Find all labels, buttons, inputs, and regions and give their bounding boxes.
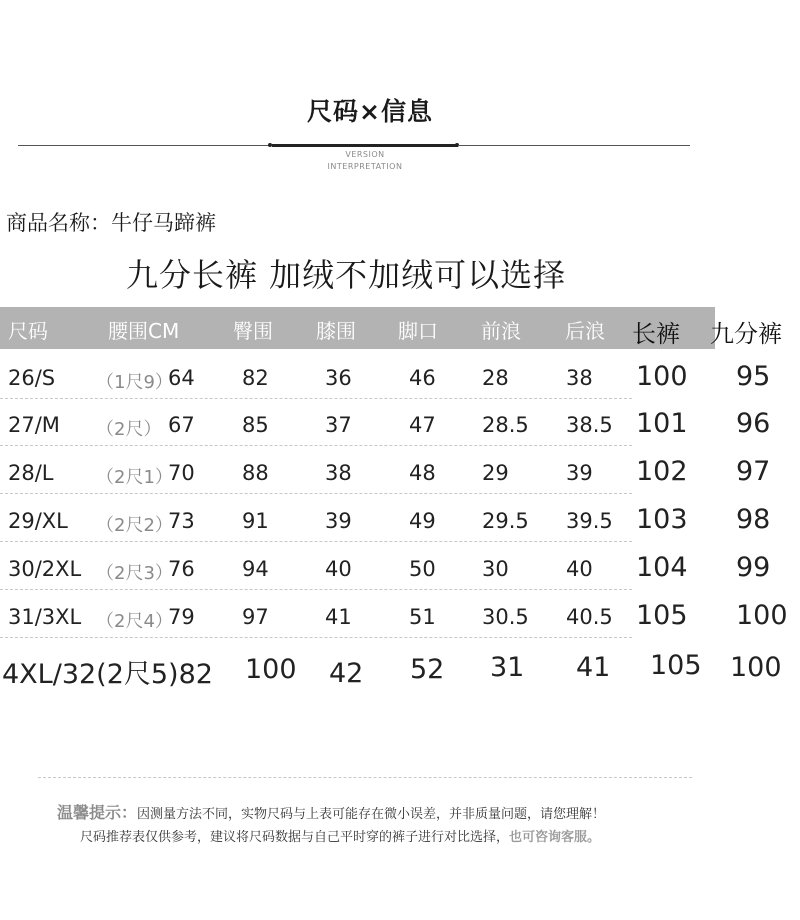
product-options: 九分长裤 加绒不加绒可以选择 xyxy=(126,256,567,294)
cell-waist: 67 xyxy=(168,413,195,437)
cell-size: 28/L xyxy=(8,461,54,485)
row-divider xyxy=(0,445,632,446)
cell-nine: 95 xyxy=(736,361,771,392)
cell-waist: 73 xyxy=(168,509,195,533)
header-hem: 脚口 xyxy=(398,319,438,343)
cell-hem: 48 xyxy=(409,461,436,485)
cell-knee: 39 xyxy=(325,509,352,533)
cell-back-rise: 40 xyxy=(566,557,593,581)
header-knee: 膝围 xyxy=(316,319,356,343)
cell-nine: 99 xyxy=(736,552,771,583)
tips-line-1 xyxy=(57,800,605,823)
tips-text-2-grey: 也可咨询客服。 xyxy=(509,830,601,845)
cell-back-rise: 39.5 xyxy=(566,509,613,533)
cell-knee: 36 xyxy=(325,366,352,390)
cell-knee: 40 xyxy=(325,557,352,581)
header-hip: 臀围 xyxy=(233,319,273,343)
cell-waist-chi: （1尺9） xyxy=(96,372,173,393)
cell-hem: 50 xyxy=(409,557,436,581)
cell-long: 104 xyxy=(636,552,688,583)
cell-back-rise: 38 xyxy=(566,366,593,390)
cell-hip: 91 xyxy=(242,509,269,533)
cell-long: 105 xyxy=(636,600,688,631)
row-divider xyxy=(0,637,632,638)
cell-front-rise: 29 xyxy=(482,461,509,485)
cell-knee: 38 xyxy=(325,461,352,485)
cell-hip: 97 xyxy=(242,605,269,629)
cell-front-rise: 30.5 xyxy=(482,605,529,629)
cell-nine: 98 xyxy=(736,504,771,535)
cell-back-rise: 38.5 xyxy=(566,413,613,437)
cell-waist-chi: （2尺） xyxy=(96,419,162,440)
cell-hip: 88 xyxy=(242,461,269,485)
last-row-hem: 52 xyxy=(410,654,445,685)
cell-waist: 64 xyxy=(168,366,195,390)
cell-front-rise: 28 xyxy=(482,366,509,390)
header-waist: 腰围CM xyxy=(108,319,180,343)
title-rule-center xyxy=(272,144,458,147)
subtitle-version: VERSION xyxy=(345,150,385,159)
cell-size: 30/2XL xyxy=(8,557,82,581)
cell-long: 100 xyxy=(636,361,688,392)
page-title: 尺码×信息 xyxy=(307,97,433,126)
cell-hem: 47 xyxy=(409,413,436,437)
cell-back-rise: 39 xyxy=(566,461,593,485)
cell-waist: 76 xyxy=(168,557,195,581)
cell-nine: 100 xyxy=(736,600,788,631)
last-row-long: 105 xyxy=(650,650,702,681)
last-row-front: 31 xyxy=(490,652,525,683)
cell-hem: 46 xyxy=(409,366,436,390)
last-row-nine: 100 xyxy=(730,652,782,683)
cell-hip: 85 xyxy=(242,413,269,437)
last-row-back: 41 xyxy=(576,652,611,683)
tips-text-2: 尺码推荐表仅供参考，建议将尺码数据与自己平时穿的裤子进行对比选择， xyxy=(80,830,510,845)
cell-long: 103 xyxy=(636,504,688,535)
subtitle-interpretation: INTERPRETATION xyxy=(327,162,403,171)
tips-text-1: 因测量方法不同，实物尺码与上表可能存在微小误差，并非质量问题，请您理解！ xyxy=(137,807,606,822)
cell-nine: 96 xyxy=(736,408,771,439)
cell-front-rise: 30 xyxy=(482,557,509,581)
cell-front-rise: 29.5 xyxy=(482,509,529,533)
cell-waist: 79 xyxy=(168,605,195,629)
last-row-size: 4XL/32(2尺5)82 xyxy=(2,659,213,690)
row-divider xyxy=(0,541,632,542)
cell-size: 27/M xyxy=(8,413,60,437)
cell-long: 102 xyxy=(636,456,688,487)
cell-size: 29/XL xyxy=(8,509,68,533)
cell-hem: 49 xyxy=(409,509,436,533)
cell-size: 26/S xyxy=(8,366,56,390)
product-name: 商品名称：牛仔马蹄裤 xyxy=(6,211,216,235)
cell-waist-chi: （2尺2） xyxy=(96,515,173,536)
cell-front-rise: 28.5 xyxy=(482,413,529,437)
title-rule-right xyxy=(458,145,690,146)
cell-knee: 41 xyxy=(325,605,352,629)
tips-label: 温馨提示： xyxy=(57,803,138,822)
last-row-knee: 42 xyxy=(329,658,364,689)
tips-line-2 xyxy=(80,826,600,845)
last-row-hip: 100 xyxy=(245,654,297,685)
cell-hip: 82 xyxy=(242,366,269,390)
cell-nine: 97 xyxy=(736,456,771,487)
cell-waist-chi: （2尺1） xyxy=(96,467,173,488)
cell-hem: 51 xyxy=(409,605,436,629)
cell-long: 101 xyxy=(636,408,688,439)
cell-hip: 94 xyxy=(242,557,269,581)
header-back-rise: 后浪 xyxy=(565,319,605,343)
header-size: 尺码 xyxy=(8,319,48,343)
cell-back-rise: 40.5 xyxy=(566,605,613,629)
cell-size: 31/3XL xyxy=(8,605,82,629)
cell-knee: 37 xyxy=(325,413,352,437)
bottom-divider xyxy=(38,777,692,778)
header-nine-pants: 九分裤 xyxy=(710,320,782,348)
title-rule-left xyxy=(18,145,270,146)
row-divider xyxy=(0,398,632,399)
row-divider xyxy=(0,589,632,590)
cell-waist-chi: （2尺3） xyxy=(96,563,173,584)
header-long-pants: 长裤 xyxy=(632,320,680,348)
header-front-rise: 前浪 xyxy=(481,319,521,343)
row-divider xyxy=(0,493,632,494)
cell-waist: 70 xyxy=(168,461,195,485)
cell-waist-chi: （2尺4） xyxy=(96,611,173,632)
